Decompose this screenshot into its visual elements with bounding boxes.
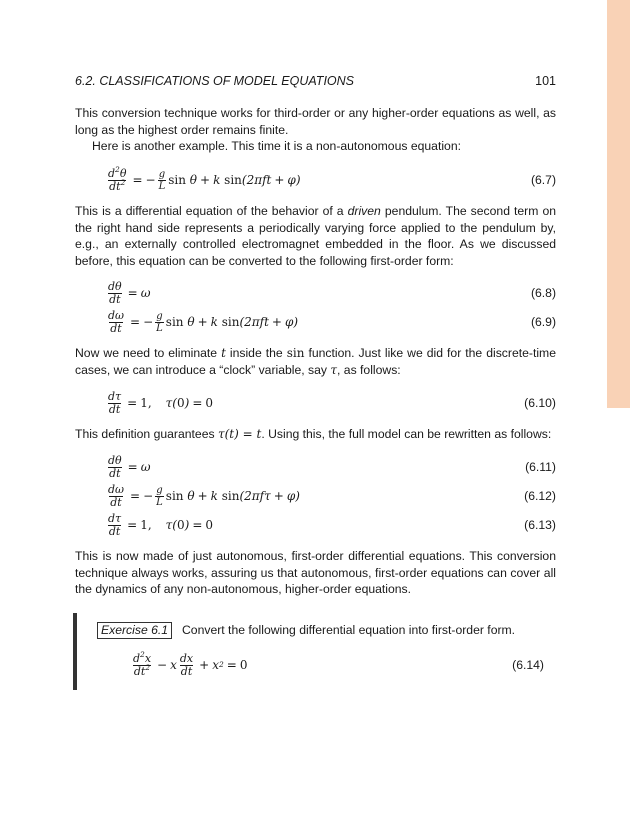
paragraph-4: Now we need to eliminate t inside the sin function. Just like we did for the discrete-time cases, we can introduce a “clock” variable, say τ, as follows: [75, 346, 556, 377]
equation-6-14 [100, 650, 544, 680]
equation-6-8-math: $\frac{d\theta}{dt}$ = ω [108, 279, 151, 306]
paragraph-2: Here is another example. This time it is a non-autonomous equation: [92, 139, 461, 153]
equation-6-12-math: $\frac{d\omega}{dt}$ = − $\frac{g}{L}$ sin θ + k sin (2πfτ + φ) [108, 482, 300, 509]
equation-6-9-math: $\frac{d\omega}{dt}$ = − $\frac{g}{L}$ sin θ + k sin (2πft + φ) [108, 308, 299, 335]
equation-number: (6.10) [524, 396, 556, 410]
running-header [75, 74, 556, 88]
paragraph-3: This is a differential equation of the behavior of a driven pendulum. The second term on the right hand side represents a periodically varying force applied to the pendulum by, e.g., an externally controlled electromagnet embedded in the floor. As we discussed before, this equation can be converted to the following first-order form: [75, 204, 556, 268]
equation-6-10 [75, 388, 556, 418]
equation-6-7-math: $\frac{d^2\theta}{dt^2}$ = − $\frac{g}{L}$ sin θ + k sin (2πft + φ) [108, 164, 301, 193]
equation-6-13-math: $\frac{d\tau}{dt}$ = 1, τ( 0 ) = 0 [108, 511, 214, 538]
exercise-label: Exercise 6.1 [97, 622, 172, 639]
equation-6-11 [75, 452, 556, 482]
equation-number: (6.8) [530, 286, 556, 300]
equation-number: (6.9) [530, 315, 556, 329]
equation-number: (6.13) [524, 518, 556, 532]
section-title: 6.2. CLASSIFICATIONS OF MODEL EQUATIONS [75, 74, 354, 88]
paragraph-6: This is now made of just autonomous, first-order differential equations. This conversion technique always works, assuring us that autonomous, first-order equations can cover all the dynamics of any non-autonomous, higher-order equations. [75, 549, 556, 596]
emphasis-driven: driven [347, 204, 381, 218]
page-number: 101 [535, 74, 556, 88]
exercise-text: Convert the following differential equation into first-order form. [182, 623, 516, 637]
exercise-bar [73, 613, 77, 690]
equation-number: (6.7) [530, 173, 556, 187]
side-thumb-tab [607, 0, 630, 408]
equation-number: (6.11) [525, 460, 556, 474]
equation-6-8 [75, 278, 556, 308]
equation-6-13 [75, 510, 556, 540]
equation-6-11-math: $\frac{d\theta}{dt}$ = ω [108, 453, 151, 480]
equation-number: (6.14) [512, 658, 544, 672]
paragraph-5: This definition guarantees τ(t) = t. Using this, the full model can be rewritten as follows: [75, 427, 552, 441]
equation-6-7 [75, 165, 556, 195]
equation-6-10-math: $\frac{d\tau}{dt}$ = 1, τ( 0 ) = 0 [108, 389, 214, 416]
equation-6-9 [75, 307, 556, 337]
equation-number: (6.12) [524, 489, 556, 503]
equation-6-14-math: $\frac{d^2x}{dt^2}$ − x $\frac{dx}{dt}$ + x 2 = 0 [133, 649, 248, 678]
paragraph-1: This conversion technique works for third-order or any higher-order equations as well, as long as the highest order remains finite. [75, 106, 556, 137]
equation-6-12 [75, 481, 556, 511]
